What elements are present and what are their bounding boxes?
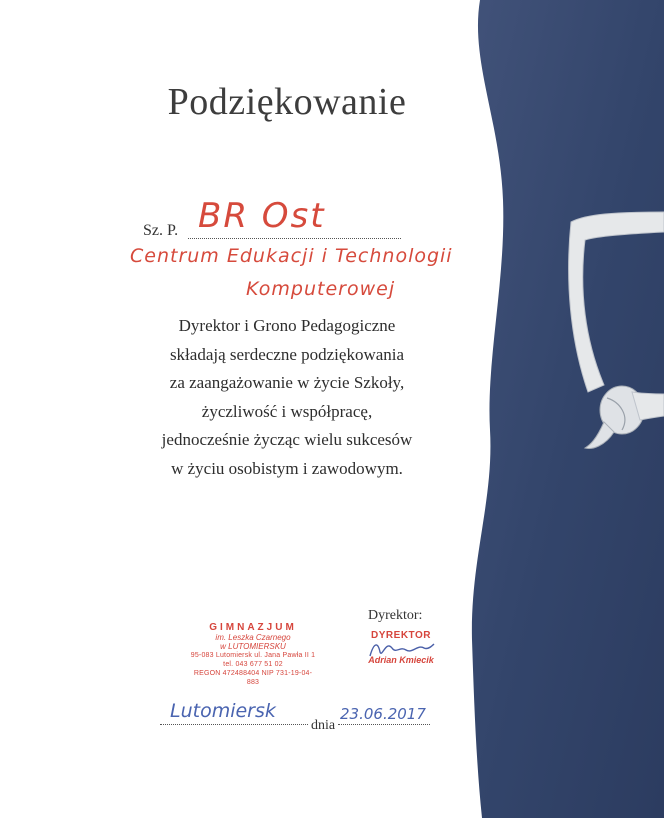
recipient-organization-line1: Centrum Edukacji i Technologii — [130, 245, 453, 267]
message-line: życzliwość i współpracę, — [201, 401, 373, 421]
school-stamp-title: GIMNAZJUM — [209, 622, 297, 633]
message-line: jednocześnie życząc wielu sukcesów — [161, 430, 413, 450]
message-line: w życiu osobistym i zawodowym. — [171, 458, 403, 478]
school-stamp-line: im. Leszka Czarnego — [215, 633, 291, 642]
school-stamp-line: REGON 472488404 NIP 731-19-04-883 — [193, 670, 313, 686]
school-stamp-line: 95-083 Lutomiersk ul. Jana Pawła II 1 — [190, 652, 316, 659]
recipient-name: BR Ost — [198, 196, 326, 236]
page-title: Podziękowanie — [167, 81, 407, 123]
message-line: składają serdeczne podziękowania — [169, 344, 405, 364]
place: Lutomiersk — [170, 700, 276, 722]
signature-label: Dyrektor: — [368, 608, 423, 623]
date-value: 23.06.2017 — [340, 705, 426, 723]
dotted-line — [160, 724, 308, 725]
director-signature-scribble — [366, 638, 436, 660]
dotted-line — [188, 238, 401, 239]
dotted-line — [338, 724, 430, 725]
school-stamp — [188, 622, 318, 687]
message-line: za zaangażowanie w życie Szkoły, — [169, 373, 405, 393]
director-stamp-name: Adrian Kmiecik — [368, 655, 434, 665]
message-line: Dyrektor i Grono Pedagogiczne — [178, 316, 396, 335]
message-body — [0, 312, 574, 484]
director-stamp-title: DYREKTOR — [371, 630, 431, 641]
recipient-organization-line2: Komputerowej — [246, 278, 396, 300]
school-stamp-line: w LUTOMIERSKU — [220, 642, 286, 651]
date-label: dnia — [311, 718, 336, 733]
school-stamp-line: tel. 043 677 51 02 — [223, 661, 283, 668]
director-stamp — [356, 630, 446, 672]
salutation-prefix: Sz. P. — [143, 222, 179, 239]
